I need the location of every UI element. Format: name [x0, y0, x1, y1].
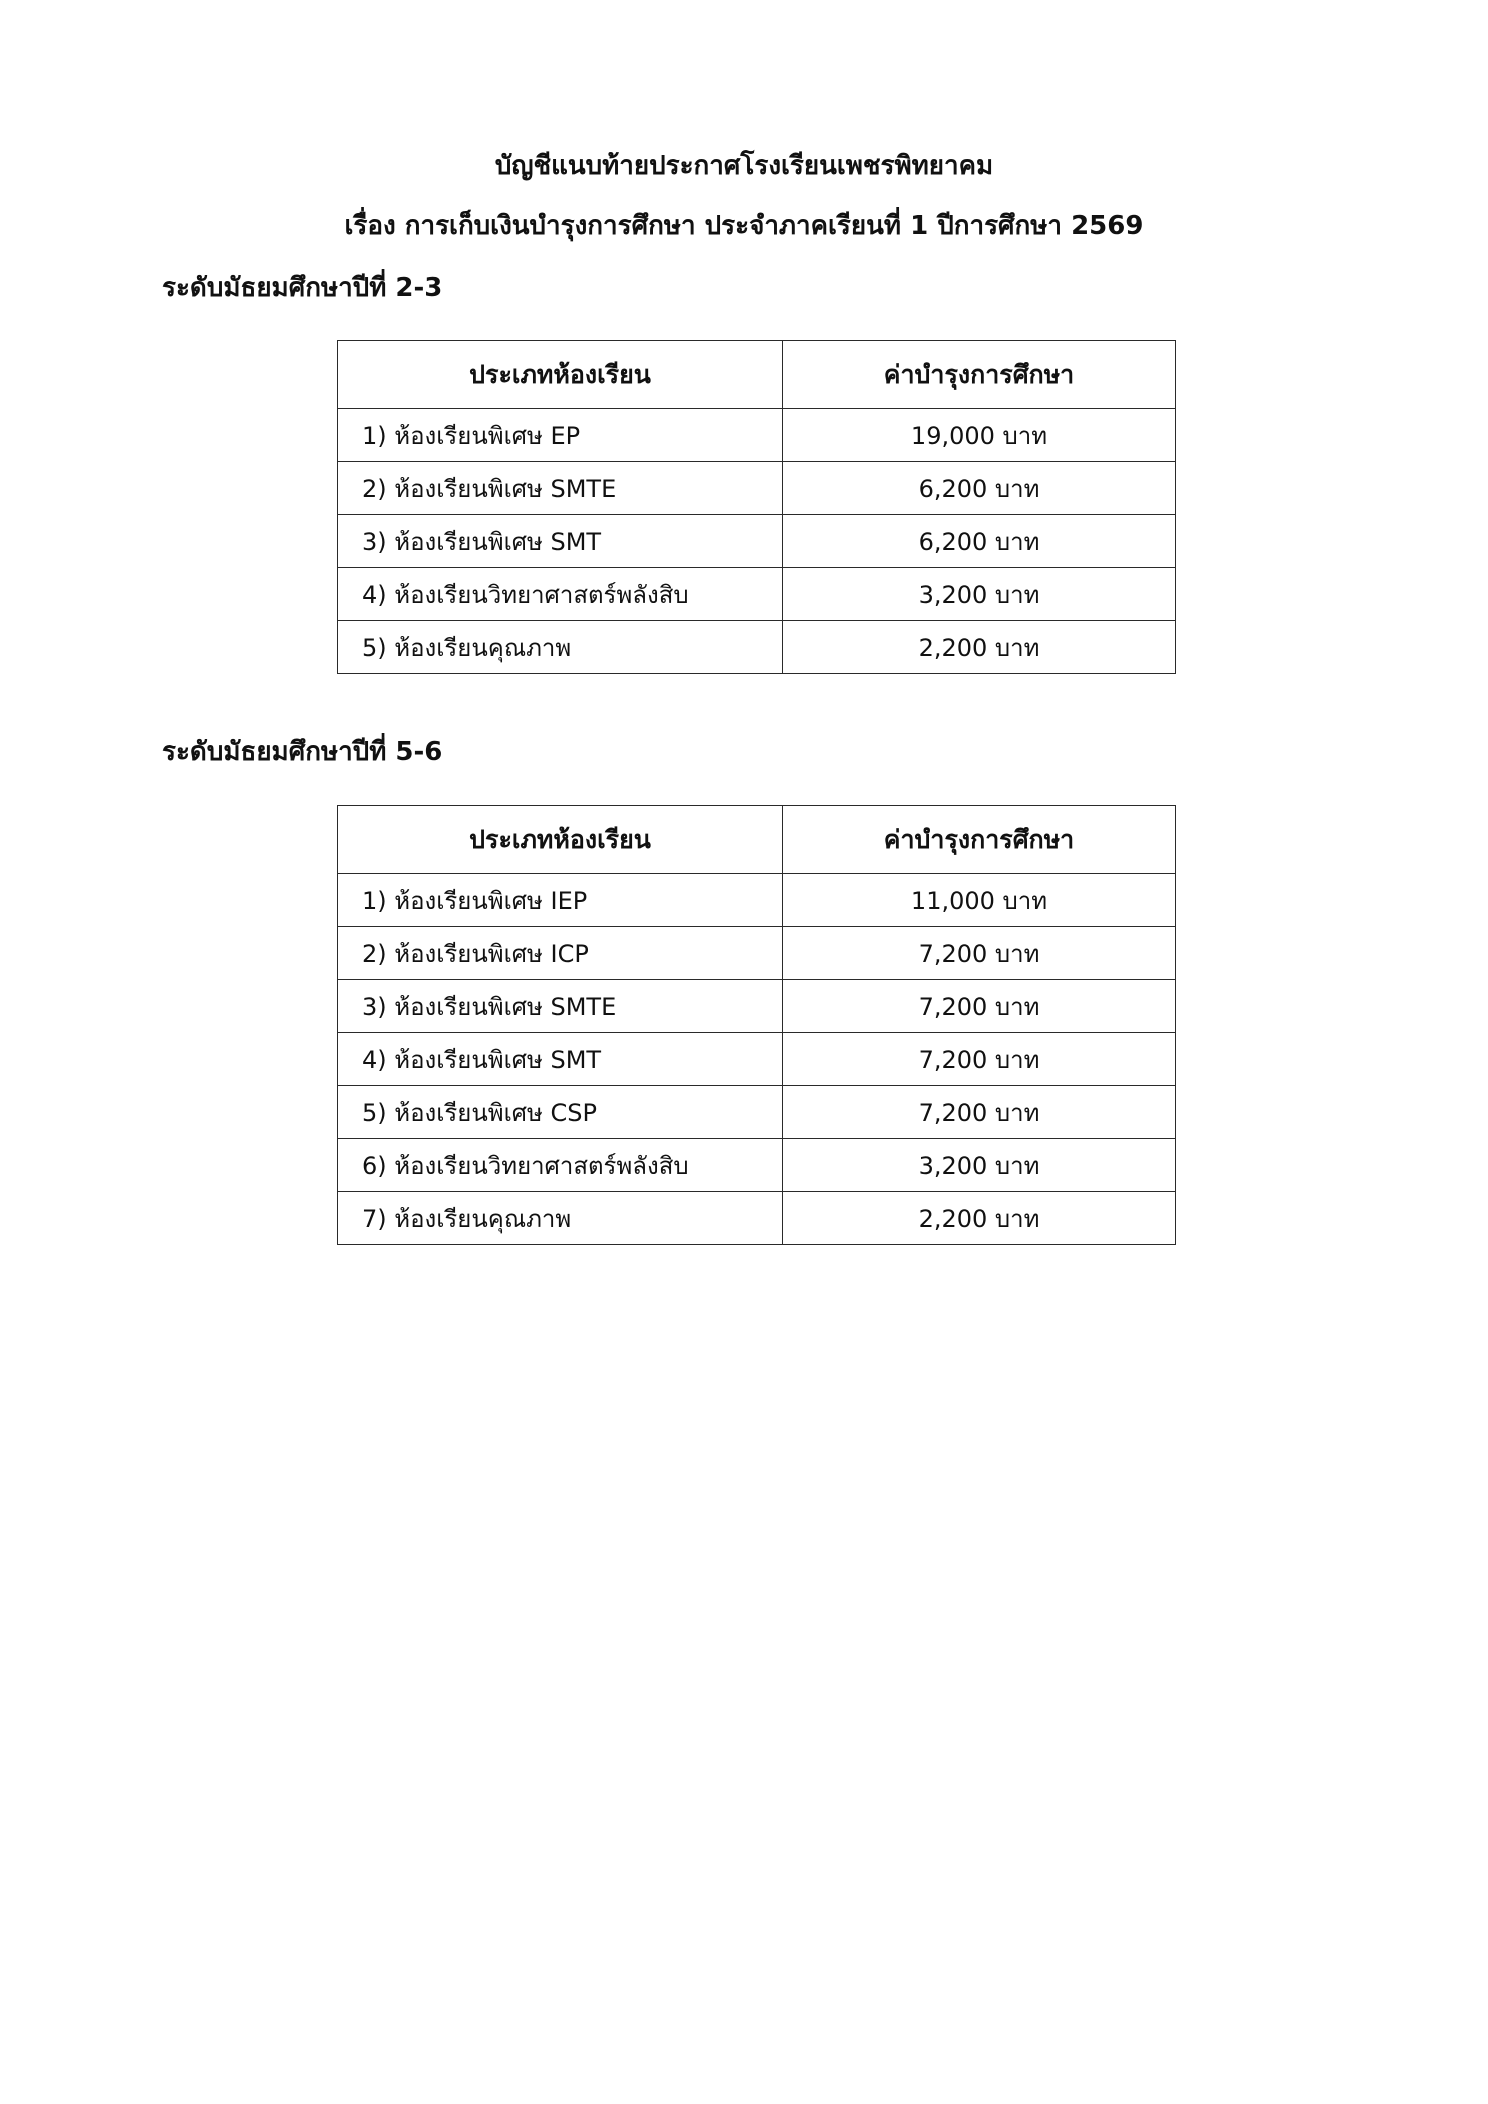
document-subject: เรื่อง การเก็บเงินบำรุงการศึกษา ประจำภาคเรียนที่ 1 ปีการศึกษา 2569	[344, 211, 1144, 241]
table-row	[338, 409, 1176, 462]
fee-cell: 11,000 บาท	[783, 874, 1176, 927]
table-row	[338, 980, 1176, 1033]
table-row	[338, 874, 1176, 927]
table-row	[338, 462, 1176, 515]
classroom-type-cell: 7) ห้องเรียนคุณภาพ	[338, 1192, 783, 1245]
classroom-type-cell: 3) ห้องเรียนพิเศษ SMT	[338, 515, 783, 568]
table-row	[338, 621, 1176, 674]
classroom-type-cell: 1) ห้องเรียนพิเศษ EP	[338, 409, 783, 462]
column-header-fee: ค่าบำรุงการศึกษา	[783, 806, 1176, 874]
fee-cell: 2,200 บาท	[783, 621, 1176, 674]
fee-cell: 7,200 บาท	[783, 1033, 1176, 1086]
classroom-type-cell: 5) ห้องเรียนพิเศษ CSP	[338, 1086, 783, 1139]
column-header-fee: ค่าบำรุงการศึกษา	[783, 341, 1176, 409]
table-row	[338, 1192, 1176, 1245]
fee-cell: 7,200 บาท	[783, 980, 1176, 1033]
column-header-classroom-type: ประเภทห้องเรียน	[338, 341, 783, 409]
classroom-type-cell: 4) ห้องเรียนพิเศษ SMT	[338, 1033, 783, 1086]
fee-cell: 19,000 บาท	[783, 409, 1176, 462]
table-row	[338, 1086, 1176, 1139]
classroom-type-cell: 2) ห้องเรียนพิเศษ SMTE	[338, 462, 783, 515]
fee-cell: 7,200 บาท	[783, 927, 1176, 980]
fee-cell: 3,200 บาท	[783, 568, 1176, 621]
classroom-type-cell: 4) ห้องเรียนวิทยาศาสตร์พลังสิบ	[338, 568, 783, 621]
column-header-classroom-type: ประเภทห้องเรียน	[338, 806, 783, 874]
table-row	[338, 515, 1176, 568]
classroom-type-cell: 5) ห้องเรียนคุณภาพ	[338, 621, 783, 674]
fee-cell: 7,200 บาท	[783, 1086, 1176, 1139]
classroom-type-cell: 6) ห้องเรียนวิทยาศาสตร์พลังสิบ	[338, 1139, 783, 1192]
classroom-type-cell: 2) ห้องเรียนพิเศษ ICP	[338, 927, 783, 980]
fee-cell: 3,200 บาท	[783, 1139, 1176, 1192]
classroom-type-cell: 3) ห้องเรียนพิเศษ SMTE	[338, 980, 783, 1033]
table-row	[338, 1139, 1176, 1192]
section-heading-grade-2-3: ระดับมัธยมศึกษาปีที่ 2-3	[162, 273, 443, 303]
fee-cell: 6,200 บาท	[783, 515, 1176, 568]
table-row	[338, 927, 1176, 980]
document-title: บัญชีแนบท้ายประกาศโรงเรียนเพชรพิทยาคม	[494, 151, 994, 181]
classroom-type-cell: 1) ห้องเรียนพิเศษ IEP	[338, 874, 783, 927]
table-header-row	[338, 341, 1176, 409]
section-heading-grade-5-6: ระดับมัธยมศึกษาปีที่ 5-6	[162, 737, 443, 767]
fee-cell: 6,200 บาท	[783, 462, 1176, 515]
table-header-row	[338, 806, 1176, 874]
fee-cell: 2,200 บาท	[783, 1192, 1176, 1245]
fee-table-grade-2-3	[337, 340, 1176, 674]
fee-table-grade-5-6	[337, 805, 1176, 1245]
table-row	[338, 1033, 1176, 1086]
table-row	[338, 568, 1176, 621]
